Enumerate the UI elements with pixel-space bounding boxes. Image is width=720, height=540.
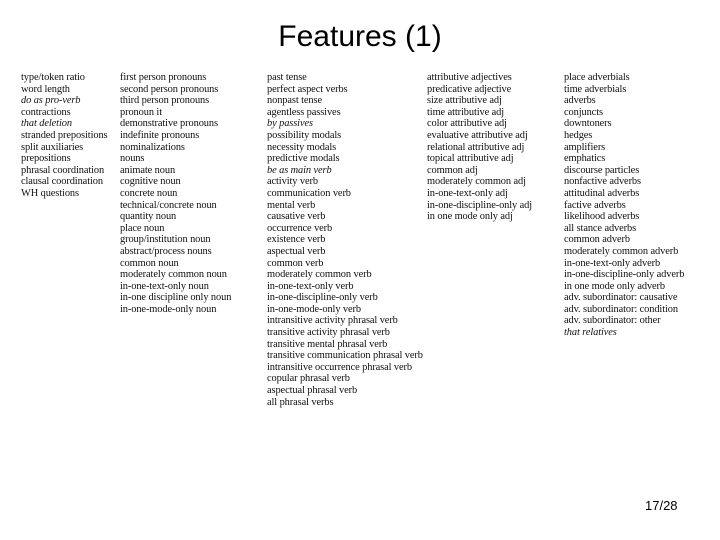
feature-item: group/institution noun bbox=[120, 234, 211, 246]
feature-item: abstract/process nouns bbox=[120, 245, 212, 257]
feature-item: perfect aspect verbs bbox=[267, 83, 348, 95]
feature-item: quantity noun bbox=[120, 211, 177, 223]
feature-item: in-one-discipline-only adverb bbox=[564, 269, 685, 281]
feature-item: copular phrasal verb bbox=[267, 373, 350, 385]
feature-item: place adverbials bbox=[564, 72, 630, 83]
feature-item: hedges bbox=[564, 129, 593, 141]
feature-item: topical attributive adj bbox=[427, 153, 514, 165]
feature-item: in-one-text-only adverb bbox=[564, 257, 661, 269]
feature-item: transitive mental phrasal verb bbox=[267, 338, 388, 350]
feature-item: be as main verb bbox=[267, 164, 332, 176]
feature-item: in-one-text-only adj bbox=[427, 187, 508, 199]
feature-item: nouns bbox=[120, 153, 145, 165]
feature-column-1 bbox=[21, 72, 108, 200]
feature-item: relational attributive adj bbox=[427, 141, 525, 153]
feature-item: word length bbox=[21, 83, 70, 95]
feature-item: nominalizations bbox=[120, 141, 185, 153]
feature-item: in-one-text-only verb bbox=[267, 280, 354, 292]
feature-item: type/token ratio bbox=[21, 72, 85, 83]
feature-item: indefinite pronouns bbox=[120, 129, 200, 141]
feature-item: technical/concrete noun bbox=[120, 199, 217, 211]
feature-item: adverbs bbox=[564, 95, 596, 107]
feature-item: that relatives bbox=[564, 327, 617, 339]
feature-item: cognitive noun bbox=[120, 176, 181, 188]
feature-item: evaluative attributive adj bbox=[427, 129, 528, 141]
feature-item: attributive adjectives bbox=[427, 72, 512, 83]
feature-item: that deletion bbox=[21, 118, 72, 130]
feature-item: necessity modals bbox=[267, 141, 337, 153]
feature-item: third person pronouns bbox=[120, 95, 210, 107]
feature-item: demonstrative pronouns bbox=[120, 118, 218, 130]
feature-item: common verb bbox=[267, 257, 324, 269]
slide-title: Features (1) bbox=[278, 20, 442, 53]
feature-item: in-one-mode-only noun bbox=[120, 303, 217, 315]
feature-item: nonfactive adverbs bbox=[564, 176, 641, 188]
feature-column-3 bbox=[267, 72, 423, 408]
feature-item: communication verb bbox=[267, 187, 351, 199]
feature-item: possibility modals bbox=[267, 129, 342, 141]
feature-item: split auxiliaries bbox=[21, 141, 84, 153]
feature-column-2 bbox=[120, 72, 231, 315]
feature-item: in-one discipline only noun bbox=[120, 292, 232, 304]
feature-item: discourse particles bbox=[564, 164, 640, 176]
feature-item: existence verb bbox=[267, 234, 326, 246]
feature-item: transitive communication phrasal verb bbox=[267, 350, 423, 362]
feature-item: place noun bbox=[120, 222, 165, 234]
feature-item: adv. subordinator: condition bbox=[564, 303, 678, 315]
feature-item: activity verb bbox=[267, 176, 318, 188]
feature-item: attitudinal adverbs bbox=[564, 187, 640, 199]
feature-item: causative verb bbox=[267, 211, 326, 223]
feature-item: conjuncts bbox=[564, 106, 603, 118]
feature-item: color attributive adj bbox=[427, 118, 507, 130]
feature-item: in-one-discipline-only adj bbox=[427, 199, 533, 211]
feature-item: adv. subordinator: causative bbox=[564, 292, 678, 304]
feature-item: in-one-discipline-only verb bbox=[267, 292, 378, 304]
feature-item: likelihood adverbs bbox=[564, 211, 640, 223]
feature-item: in-one-text-only noun bbox=[120, 280, 209, 292]
feature-item: time adverbials bbox=[564, 83, 627, 95]
feature-item: mental verb bbox=[267, 199, 316, 211]
feature-item: second person pronouns bbox=[120, 83, 219, 95]
feature-item: downtoners bbox=[564, 118, 612, 130]
feature-item: size attributive adj bbox=[427, 95, 502, 107]
feature-item: WH questions bbox=[21, 187, 79, 199]
page-number: 17/28 bbox=[645, 498, 678, 513]
feature-item: do as pro-verb bbox=[21, 95, 81, 107]
feature-item: animate noun bbox=[120, 164, 176, 176]
feature-item: common adverb bbox=[564, 234, 630, 246]
feature-item: first person pronouns bbox=[120, 72, 207, 83]
feature-item: common adj bbox=[427, 164, 478, 176]
feature-item: time attributive adj bbox=[427, 106, 505, 118]
feature-item: past tense bbox=[267, 72, 307, 83]
feature-item: moderately common noun bbox=[120, 269, 227, 281]
feature-item: contractions bbox=[21, 106, 71, 118]
feature-item: phrasal coordination bbox=[21, 164, 105, 176]
feature-item: predicative adjective bbox=[427, 83, 512, 95]
feature-item: in-one-mode-only verb bbox=[267, 303, 361, 315]
feature-item: intransitive occurrence phrasal verb bbox=[267, 361, 412, 373]
feature-item: adv. subordinator: other bbox=[564, 315, 661, 327]
feature-item: by passives bbox=[267, 118, 313, 130]
feature-item: moderately common adj bbox=[427, 176, 526, 188]
feature-item: amplifiers bbox=[564, 141, 606, 153]
feature-item: transitive activity phrasal verb bbox=[267, 327, 390, 339]
feature-item: moderately common verb bbox=[267, 269, 372, 281]
feature-item: agentless passives bbox=[267, 106, 341, 118]
feature-item: common noun bbox=[120, 257, 179, 269]
feature-item: moderately common adverb bbox=[564, 245, 679, 257]
feature-item: stranded prepositions bbox=[21, 129, 108, 141]
feature-item: intransitive activity phrasal verb bbox=[267, 315, 398, 327]
feature-item: pronoun it bbox=[120, 106, 163, 118]
feature-item: in one mode only adj bbox=[427, 211, 513, 223]
feature-item: nonpast tense bbox=[267, 95, 322, 107]
feature-item: predictive modals bbox=[267, 153, 340, 165]
feature-item: concrete noun bbox=[120, 187, 178, 199]
feature-item: all phrasal verbs bbox=[267, 396, 334, 408]
feature-item: aspectual verb bbox=[267, 245, 326, 257]
feature-item: prepositions bbox=[21, 153, 71, 165]
feature-item: aspectual phrasal verb bbox=[267, 385, 358, 397]
feature-item: all stance adverbs bbox=[564, 222, 637, 234]
feature-item: clausal coordination bbox=[21, 176, 103, 188]
feature-item: in one mode only adverb bbox=[564, 280, 666, 292]
feature-column-5 bbox=[564, 72, 684, 339]
feature-item: factive adverbs bbox=[564, 199, 626, 211]
feature-item: occurrence verb bbox=[267, 222, 333, 234]
feature-item: emphatics bbox=[564, 153, 606, 165]
feature-column-4 bbox=[427, 72, 532, 223]
